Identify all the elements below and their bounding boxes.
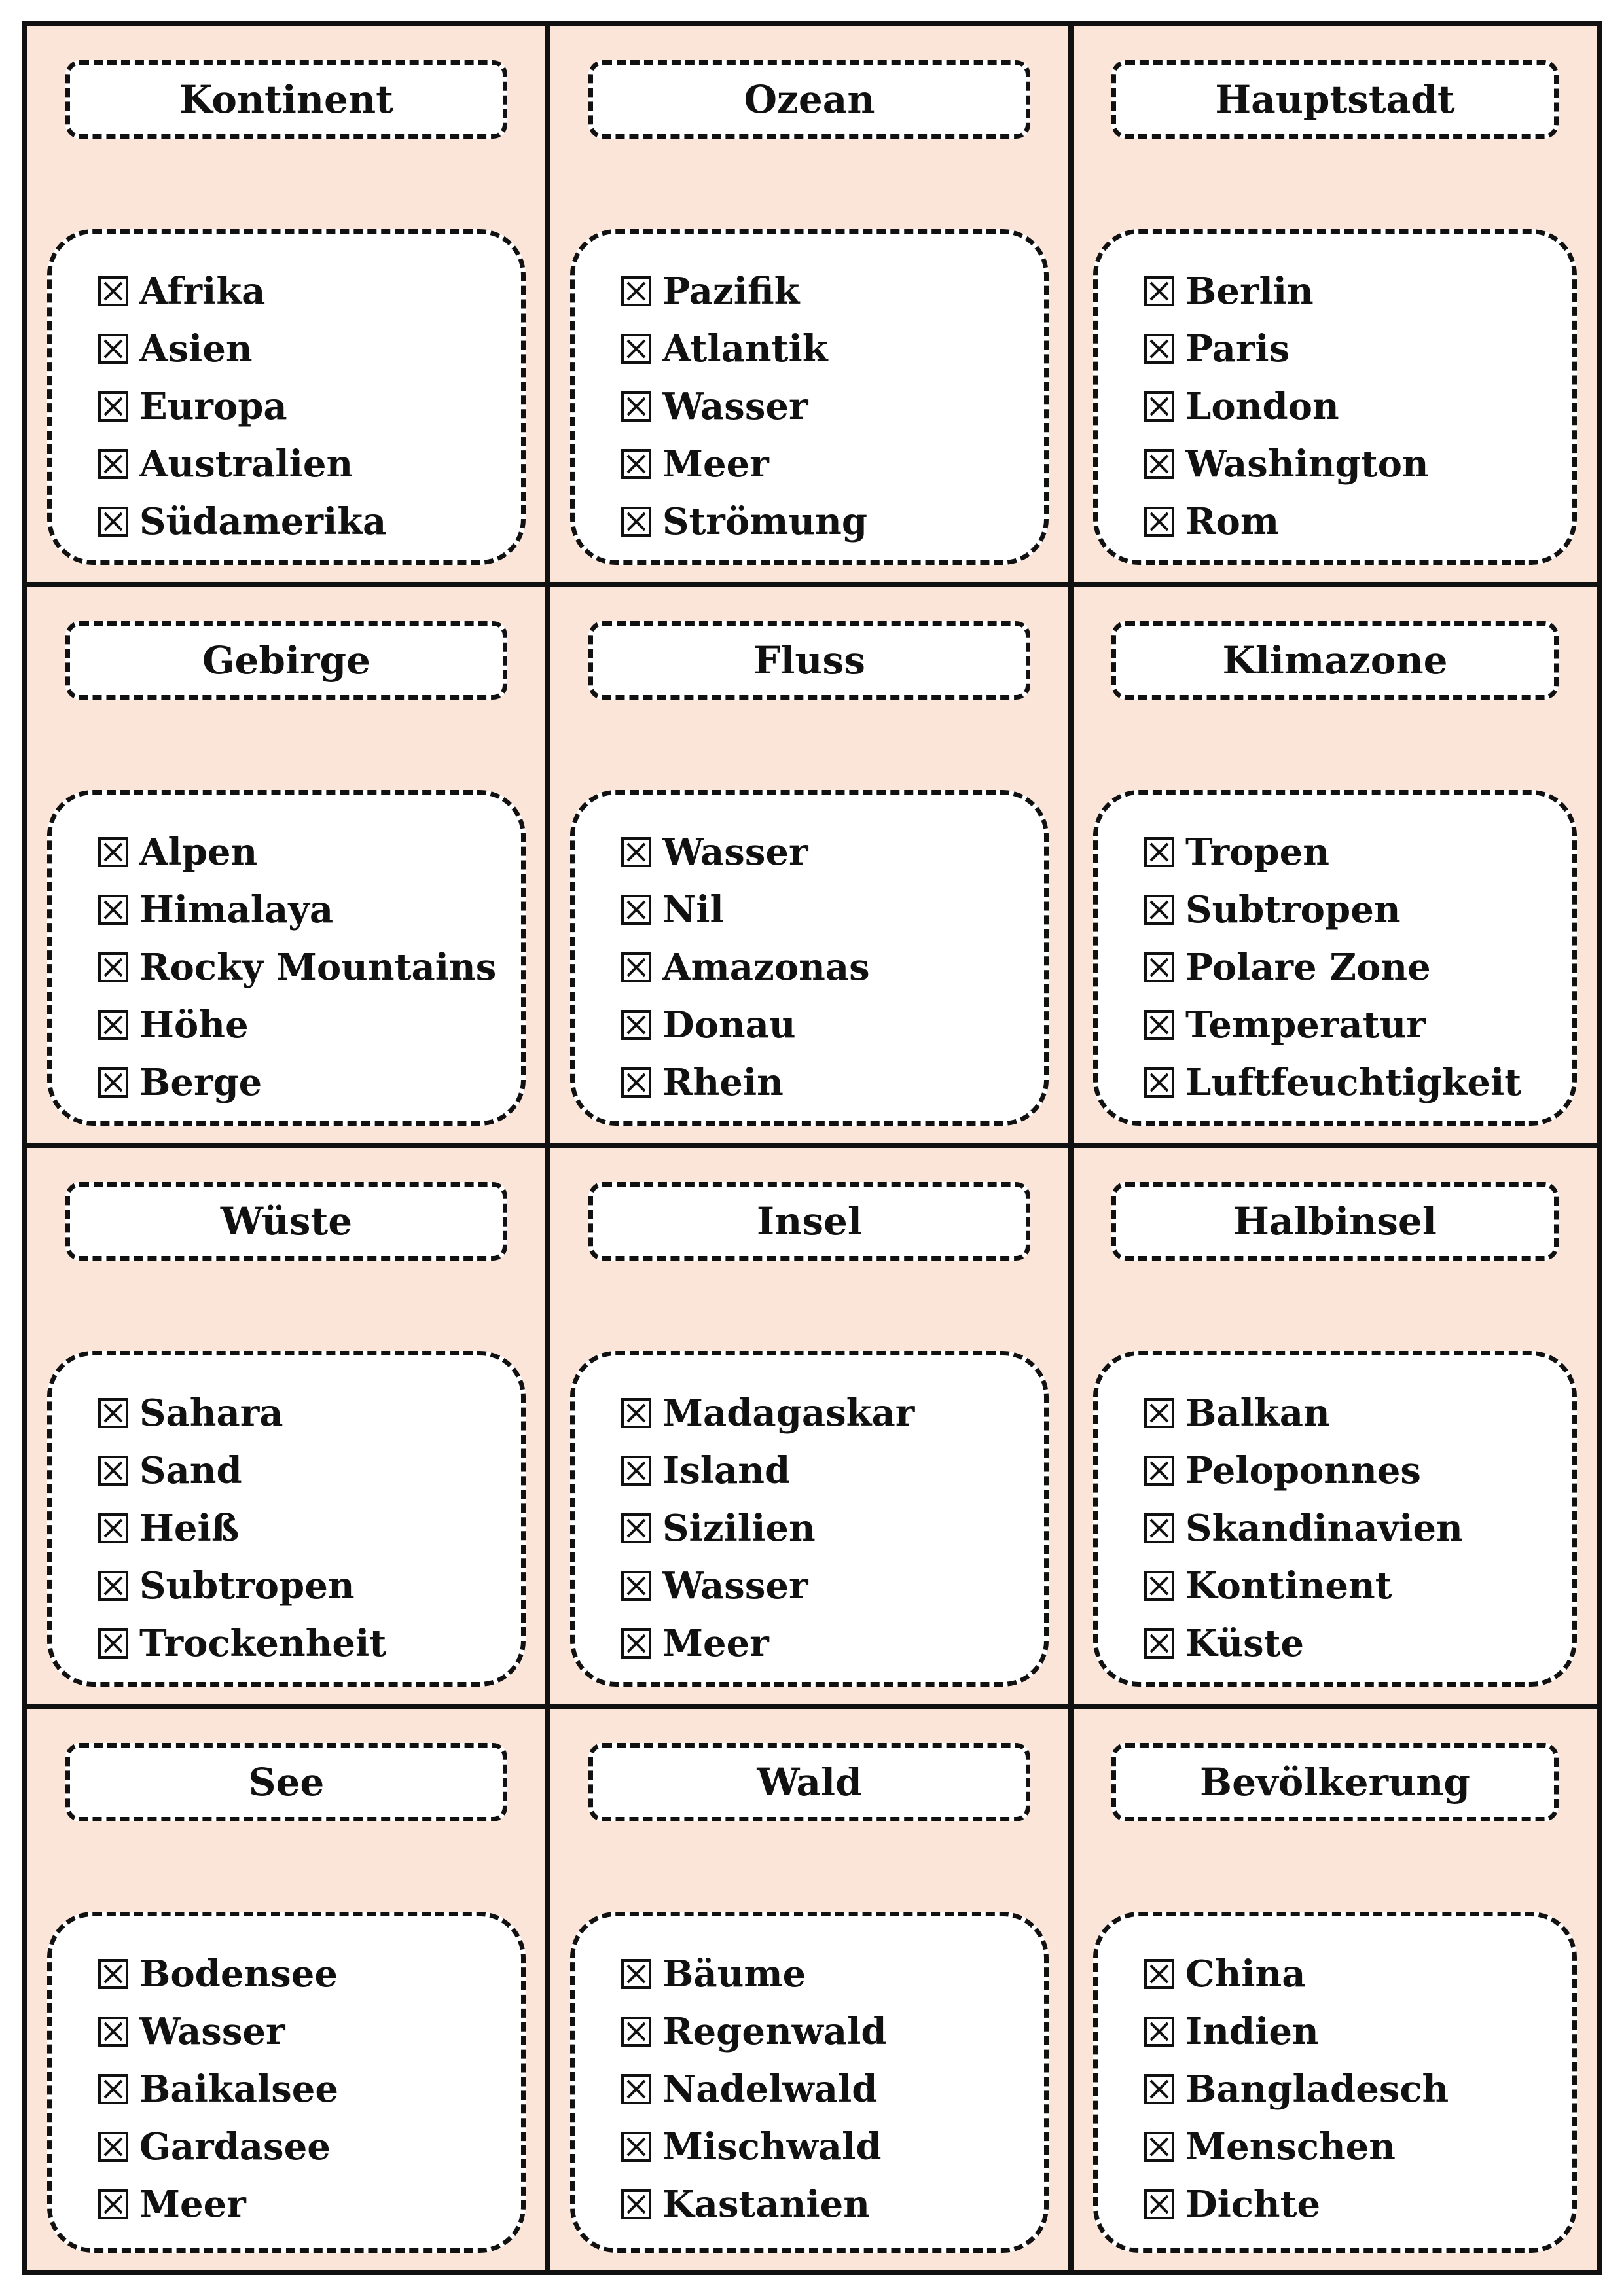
list-item <box>1144 1384 1572 1442</box>
list-item-label: Wasser <box>662 385 808 428</box>
word-card <box>550 1709 1074 2270</box>
crossed-box-icon <box>1144 1570 1175 1602</box>
crossed-box-icon <box>621 1958 652 1990</box>
list-item <box>621 2118 1044 2176</box>
crossed-box-icon <box>621 1570 652 1602</box>
list-item <box>1144 378 1572 435</box>
list-item-label: Luftfeuchtigkeit <box>1185 1061 1522 1104</box>
list-item <box>98 1615 521 1672</box>
crossed-box-icon <box>621 1628 652 1659</box>
list-item <box>98 881 521 939</box>
list-item <box>1144 2118 1572 2176</box>
list-item-label: Küste <box>1185 1622 1305 1665</box>
list-item <box>1144 493 1572 550</box>
list-item-label: Tropen <box>1185 831 1329 874</box>
list-item <box>621 996 1044 1054</box>
list-item <box>1144 1499 1572 1557</box>
crossed-box-icon <box>1144 1455 1175 1486</box>
list-item-label: Donau <box>662 1003 796 1047</box>
crossed-box-icon <box>621 1067 652 1098</box>
list-item-label: Asien <box>139 327 253 370</box>
word-card <box>27 26 550 587</box>
crossed-box-icon <box>98 1067 129 1098</box>
list-item-label: Dichte <box>1185 2183 1321 2226</box>
list-item-label: Island <box>662 1449 791 1492</box>
crossed-box-icon <box>1144 1067 1175 1098</box>
list-item <box>98 320 521 378</box>
crossed-box-icon <box>98 2189 129 2220</box>
list-item <box>98 1054 521 1111</box>
list-item <box>98 493 521 550</box>
list-item <box>1144 1557 1572 1615</box>
list-item <box>1144 2176 1572 2233</box>
list-item <box>621 1557 1044 1615</box>
list-item-label: Australien <box>139 442 353 486</box>
forbidden-words-list <box>570 1351 1049 1687</box>
list-item-label: Kastanien <box>662 2183 870 2226</box>
list-item-label: Berlin <box>1185 270 1314 313</box>
list-item <box>621 262 1044 320</box>
crossed-box-icon <box>98 952 129 983</box>
crossed-box-icon <box>98 448 129 480</box>
list-item <box>1144 2003 1572 2060</box>
forbidden-words-list <box>47 229 526 565</box>
taboo-card-sheet <box>22 21 1602 2275</box>
list-item <box>1144 1615 1572 1672</box>
crossed-box-icon <box>621 1397 652 1429</box>
word-card <box>27 587 550 1148</box>
crossed-box-icon <box>1144 1628 1175 1659</box>
crossed-box-icon <box>1144 276 1175 307</box>
list-item <box>621 823 1044 881</box>
list-item-label: London <box>1185 385 1339 428</box>
crossed-box-icon <box>98 1513 129 1544</box>
list-item-label: Sand <box>139 1449 242 1492</box>
list-item <box>1144 1054 1572 1111</box>
list-item <box>621 378 1044 435</box>
list-item-label: Polare Zone <box>1185 946 1431 989</box>
forbidden-words-list <box>1093 1912 1577 2253</box>
list-item <box>98 1557 521 1615</box>
list-item <box>621 2176 1044 2233</box>
list-item-label: Heiß <box>139 1507 240 1550</box>
list-item-label: Bodensee <box>139 1952 338 1996</box>
list-item <box>621 493 1044 550</box>
list-item-label: Meer <box>139 2183 246 2226</box>
list-item <box>1144 823 1572 881</box>
list-item-label: Balkan <box>1185 1391 1330 1435</box>
crossed-box-icon <box>1144 391 1175 422</box>
list-item-label: Meer <box>662 1622 769 1665</box>
crossed-box-icon <box>621 448 652 480</box>
list-item <box>621 1054 1044 1111</box>
crossed-box-icon <box>1144 1513 1175 1544</box>
list-item <box>621 1499 1044 1557</box>
forbidden-words-list <box>570 790 1049 1126</box>
list-item-label: China <box>1185 1952 1306 1996</box>
card-title: Bevölkerung <box>1111 1743 1559 1821</box>
crossed-box-icon <box>621 2016 652 2047</box>
list-item-label: Temperatur <box>1185 1003 1426 1047</box>
list-item-label: Paris <box>1185 327 1290 370</box>
crossed-box-icon <box>1144 333 1175 365</box>
list-item-label: Baikalsee <box>139 2068 339 2111</box>
crossed-box-icon <box>621 2189 652 2220</box>
list-item-label: Subtropen <box>1185 888 1401 931</box>
crossed-box-icon <box>621 391 652 422</box>
list-item <box>98 996 521 1054</box>
card-title: Gebirge <box>65 621 507 700</box>
crossed-box-icon <box>1144 836 1175 868</box>
list-item <box>1144 939 1572 996</box>
crossed-box-icon <box>1144 2073 1175 2105</box>
list-item-label: Europa <box>139 385 287 428</box>
forbidden-words-list <box>47 790 526 1126</box>
list-item <box>621 435 1044 493</box>
crossed-box-icon <box>621 1455 652 1486</box>
list-item <box>98 2060 521 2118</box>
list-item <box>1144 1945 1572 2003</box>
list-item <box>621 1615 1044 1672</box>
list-item <box>621 939 1044 996</box>
crossed-box-icon <box>1144 894 1175 925</box>
list-item <box>1144 2060 1572 2118</box>
list-item <box>621 1945 1044 2003</box>
forbidden-words-list <box>570 229 1049 565</box>
card-title: Klimazone <box>1111 621 1559 700</box>
list-item <box>621 2060 1044 2118</box>
list-item-label: Kontinent <box>1185 1564 1392 1607</box>
list-item-label: Bangladesch <box>1185 2068 1449 2111</box>
crossed-box-icon <box>1144 1958 1175 1990</box>
list-item-label: Sizilien <box>662 1507 816 1550</box>
word-card <box>27 1148 550 1709</box>
list-item-label: Rom <box>1185 500 1280 543</box>
list-item <box>98 823 521 881</box>
card-title: See <box>65 1743 507 1821</box>
card-title: Fluss <box>588 621 1030 700</box>
forbidden-words-list <box>47 1351 526 1687</box>
list-item-label: Wasser <box>662 831 808 874</box>
crossed-box-icon <box>98 391 129 422</box>
crossed-box-icon <box>621 2131 652 2162</box>
word-card <box>550 1148 1074 1709</box>
card-title: Wald <box>588 1743 1030 1821</box>
crossed-box-icon <box>621 2073 652 2105</box>
list-item-label: Madagaskar <box>662 1391 915 1435</box>
crossed-box-icon <box>1144 2131 1175 2162</box>
list-item-label: Peloponnes <box>1185 1449 1421 1492</box>
word-card <box>1074 26 1597 587</box>
list-item <box>98 1442 521 1499</box>
list-item <box>98 2003 521 2060</box>
crossed-box-icon <box>1144 506 1175 537</box>
list-item <box>1144 435 1572 493</box>
crossed-box-icon <box>98 1009 129 1041</box>
list-item-label: Nadelwald <box>662 2068 878 2111</box>
word-card <box>1074 1709 1597 2270</box>
list-item <box>1144 881 1572 939</box>
card-title: Kontinent <box>65 60 507 139</box>
list-item-label: Bäume <box>662 1952 806 1996</box>
list-item-label: Amazonas <box>662 946 870 989</box>
crossed-box-icon <box>98 836 129 868</box>
list-item-label: Höhe <box>139 1003 249 1047</box>
forbidden-words-list <box>47 1912 526 2253</box>
crossed-box-icon <box>98 2073 129 2105</box>
list-item-label: Menschen <box>1185 2125 1396 2168</box>
list-item-label: Regenwald <box>662 2010 887 2053</box>
crossed-box-icon <box>1144 952 1175 983</box>
word-card <box>27 1709 550 2270</box>
list-item-label: Himalaya <box>139 888 334 931</box>
crossed-box-icon <box>621 952 652 983</box>
list-item-label: Gardasee <box>139 2125 331 2168</box>
list-item-label: Rhein <box>662 1061 784 1104</box>
list-item <box>621 2003 1044 2060</box>
word-card <box>1074 1148 1597 1709</box>
crossed-box-icon <box>621 276 652 307</box>
list-item <box>1144 320 1572 378</box>
list-item-label: Trockenheit <box>139 1622 387 1665</box>
crossed-box-icon <box>98 1397 129 1429</box>
list-item-label: Rocky Mountains <box>139 946 497 989</box>
word-card <box>1074 587 1597 1148</box>
word-card <box>550 26 1074 587</box>
forbidden-words-list <box>1093 1351 1577 1687</box>
crossed-box-icon <box>98 894 129 925</box>
forbidden-words-list <box>1093 229 1577 565</box>
list-item <box>621 1442 1044 1499</box>
list-item-label: Indien <box>1185 2010 1319 2053</box>
crossed-box-icon <box>98 276 129 307</box>
list-item-label: Afrika <box>139 270 266 313</box>
list-item <box>1144 262 1572 320</box>
crossed-box-icon <box>98 333 129 365</box>
list-item <box>621 320 1044 378</box>
crossed-box-icon <box>621 1513 652 1544</box>
word-card <box>550 587 1074 1148</box>
list-item-label: Berge <box>139 1061 262 1104</box>
list-item-label: Subtropen <box>139 1564 355 1607</box>
list-item <box>1144 1442 1572 1499</box>
list-item-label: Washington <box>1185 442 1429 486</box>
list-item <box>98 262 521 320</box>
list-item <box>98 939 521 996</box>
crossed-box-icon <box>621 836 652 868</box>
list-item <box>98 1384 521 1442</box>
list-item-label: Nil <box>662 888 724 931</box>
crossed-box-icon <box>1144 1009 1175 1041</box>
card-title: Hauptstadt <box>1111 60 1559 139</box>
list-item <box>98 1499 521 1557</box>
crossed-box-icon <box>98 2016 129 2047</box>
list-item <box>98 435 521 493</box>
crossed-box-icon <box>98 1455 129 1486</box>
card-title: Halbinsel <box>1111 1182 1559 1261</box>
list-item-label: Südamerika <box>139 500 387 543</box>
crossed-box-icon <box>621 506 652 537</box>
card-title: Wüste <box>65 1182 507 1261</box>
crossed-box-icon <box>621 333 652 365</box>
list-item-label: Pazifik <box>662 270 800 313</box>
list-item <box>98 1945 521 2003</box>
list-item-label: Skandinavien <box>1185 1507 1463 1550</box>
crossed-box-icon <box>98 1628 129 1659</box>
list-item-label: Atlantik <box>662 327 828 370</box>
crossed-box-icon <box>98 506 129 537</box>
crossed-box-icon <box>1144 448 1175 480</box>
list-item <box>98 2176 521 2233</box>
card-title: Ozean <box>588 60 1030 139</box>
forbidden-words-list <box>570 1912 1049 2253</box>
crossed-box-icon <box>1144 2189 1175 2220</box>
crossed-box-icon <box>98 1958 129 1990</box>
list-item-label: Sahara <box>139 1391 283 1435</box>
crossed-box-icon <box>98 1570 129 1602</box>
list-item <box>621 1384 1044 1442</box>
list-item-label: Wasser <box>139 2010 285 2053</box>
list-item-label: Strömung <box>662 500 868 543</box>
list-item <box>98 2118 521 2176</box>
crossed-box-icon <box>98 2131 129 2162</box>
list-item-label: Meer <box>662 442 769 486</box>
list-item <box>1144 996 1572 1054</box>
forbidden-words-list <box>1093 790 1577 1126</box>
crossed-box-icon <box>621 1009 652 1041</box>
crossed-box-icon <box>1144 2016 1175 2047</box>
list-item-label: Wasser <box>662 1564 808 1607</box>
crossed-box-icon <box>621 894 652 925</box>
card-title: Insel <box>588 1182 1030 1261</box>
crossed-box-icon <box>1144 1397 1175 1429</box>
list-item <box>621 881 1044 939</box>
list-item <box>98 378 521 435</box>
list-item-label: Mischwald <box>662 2125 882 2168</box>
list-item-label: Alpen <box>139 831 258 874</box>
